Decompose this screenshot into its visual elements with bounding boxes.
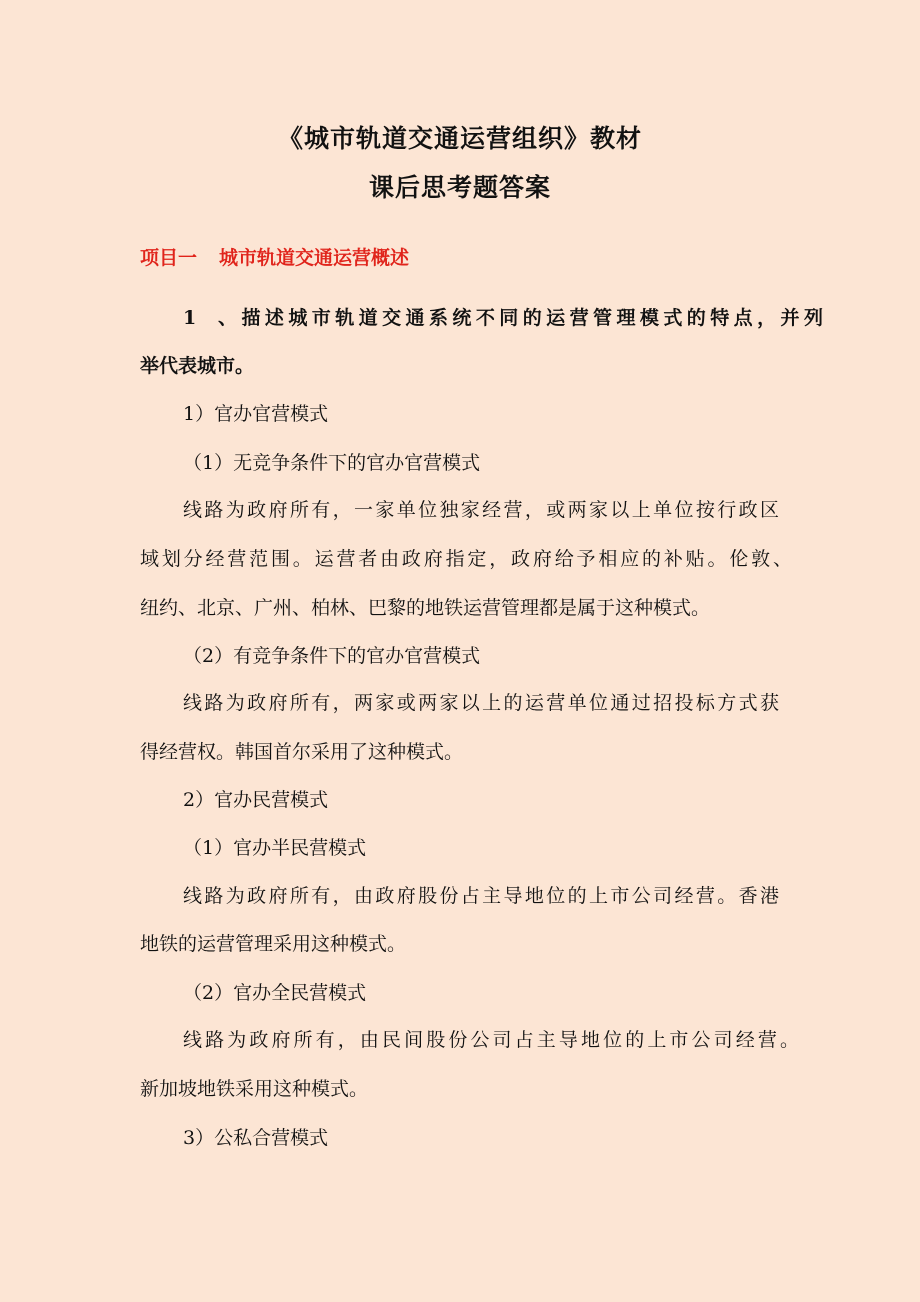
section-label: 项目一 [140,247,198,269]
document-subtitle: 课后思考题答案 [368,173,551,202]
heading-2: 2）官办民营模式 [183,789,329,811]
document-title: 《城市轨道交通运营组织》教材 [277,124,642,153]
paragraph-1-line-3: 纽约、北京、广州、柏林、巴黎的地铁运营管理都是属于这种模式。 [140,597,711,619]
paragraph-1-line-2: 域划分经营范围。运营者由政府指定，政府给予相应的补贴。伦敦、 [140,548,792,570]
paragraph-3-line-1: 线路为政府所有，由政府股份占主导地位的上市公司经营。香港 [183,885,779,907]
heading-1: 1）官办官营模式 [183,403,329,425]
paragraph-4-line-1: 线路为政府所有，由民间股份公司占主导地位的上市公司经营。 [183,1029,799,1051]
heading-1-1: （1）无竞争条件下的官办官营模式 [183,452,481,474]
paragraph-3-line-2: 地铁的运营管理采用这种模式。 [140,933,407,955]
section-title: 城市轨道交通运营概述 [219,247,410,269]
question-number: 1、 [183,307,237,329]
paragraph-2-line-2: 得经营权。韩国首尔采用了这种模式。 [140,741,464,763]
heading-1-2: （2）有竞争条件下的官办官营模式 [183,645,481,667]
question-text-1: 描述城市轨道交通系统不同的运营管理模式的特点，并列 [237,307,823,329]
question-line-1 [183,305,823,331]
paragraph-2-line-1: 线路为政府所有，两家或两家以上的运营单位通过招投标方式获 [183,692,779,714]
paragraph-4-line-2: 新加坡地铁采用这种模式。 [140,1078,369,1100]
heading-2-2: （2）官办全民营模式 [183,982,367,1004]
section-heading [140,243,409,270]
question-line-2: 举代表城市。 [140,355,255,377]
paragraph-1-line-1: 线路为政府所有，一家单位独家经营，或两家以上单位按行政区 [183,499,779,521]
heading-3: 3）公私合营模式 [183,1127,329,1149]
heading-2-1: （1）官办半民营模式 [183,837,367,859]
